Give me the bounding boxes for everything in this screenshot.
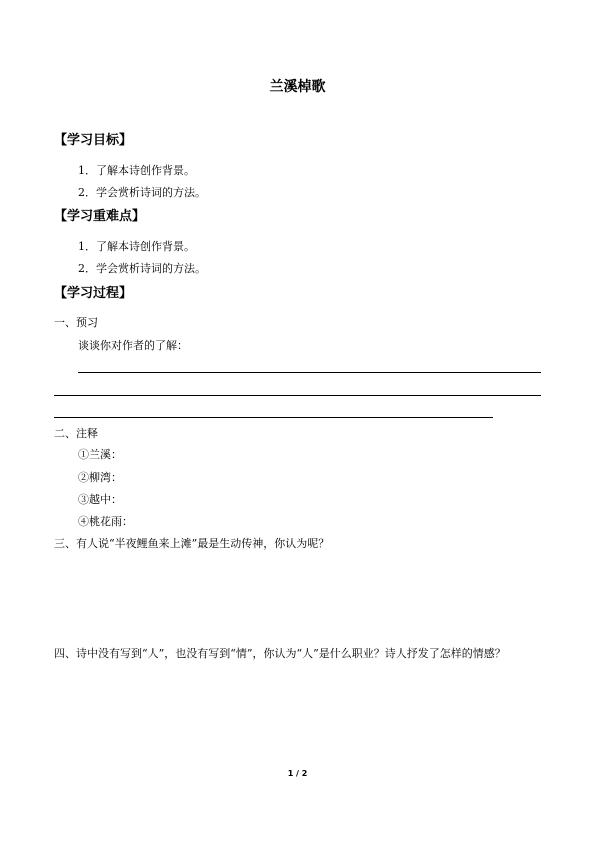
answer-line bbox=[54, 417, 493, 418]
note-item: ③越中： bbox=[78, 493, 122, 506]
note-item: ②柳湾： bbox=[78, 471, 122, 484]
objectives-heading: 【学习目标】 bbox=[54, 133, 133, 148]
note-item: ①兰溪： bbox=[78, 448, 122, 461]
preview-label: 一、预习 bbox=[54, 316, 98, 329]
note-item: ④桃花雨： bbox=[78, 515, 133, 528]
notes-label: 二、注释 bbox=[54, 427, 98, 440]
process-heading: 【学习过程】 bbox=[54, 286, 133, 301]
preview-prompt: 谈谈你对作者的了解： bbox=[78, 339, 188, 352]
page-number: 1 / 2 bbox=[287, 769, 308, 778]
answer-line bbox=[78, 372, 541, 373]
key-point-item: 1．了解本诗创作背景。 bbox=[78, 240, 195, 253]
question-4: 四、诗中没有写到“人”，也没有写到“情”，你认为“人”是什么职业？诗人抒发了怎样的情感？ bbox=[54, 647, 506, 660]
key-point-item: 2．学会赏析诗词的方法。 bbox=[78, 262, 206, 275]
answer-line bbox=[54, 395, 541, 396]
key-points-heading: 【学习重难点】 bbox=[54, 209, 146, 224]
page-title: 兰溪棹歌 bbox=[269, 79, 326, 95]
question-3: 三、有人说“半夜鲤鱼来上滩”最是生动传神，你认为呢？ bbox=[54, 537, 330, 550]
objective-item: 2．学会赏析诗词的方法。 bbox=[78, 186, 206, 199]
objective-item: 1．了解本诗创作背景。 bbox=[78, 164, 195, 177]
